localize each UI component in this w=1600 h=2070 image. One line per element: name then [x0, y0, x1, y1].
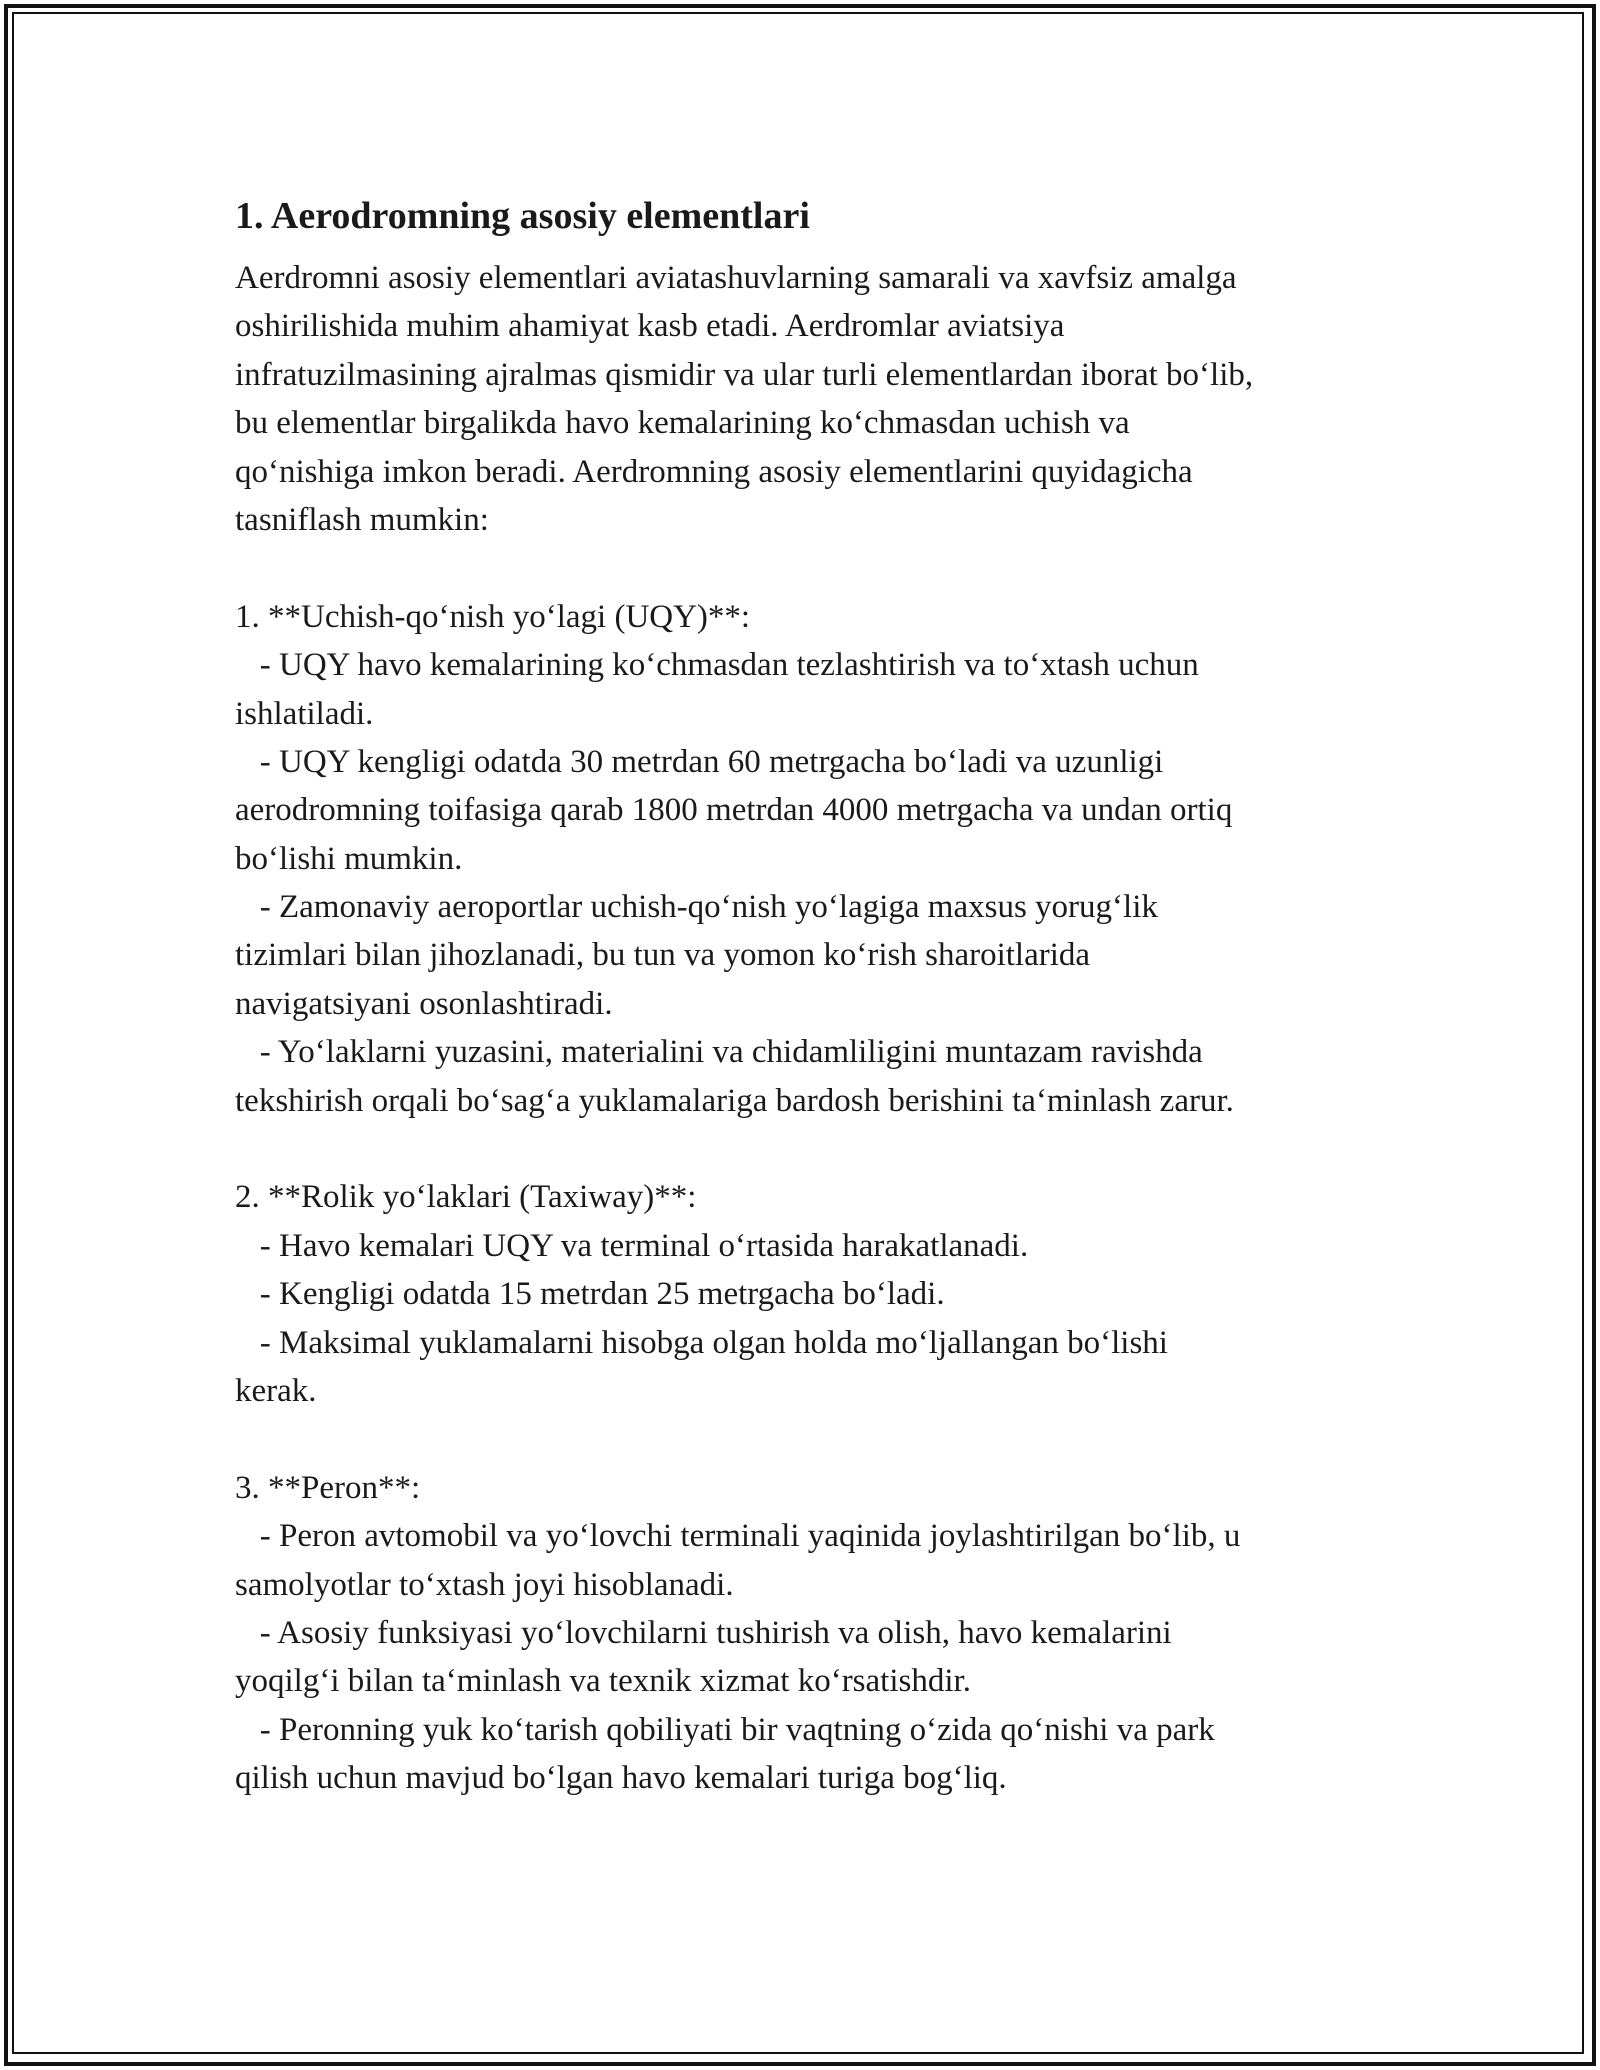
- text-line: infratuzilmasining ajralmas qismidir va ular turli elementlardan iborat bo‘lib,: [235, 356, 1254, 393]
- list-item-title: 2. **Rolik yo‘laklari (Taxiway)**:: [235, 1179, 697, 1216]
- text-line: - Zamonaviy aeroportlar uchish-qo‘nish yo‘lagiga maxsus yorug‘lik: [235, 889, 1158, 926]
- text-line: navigatsiyani osonlashtiradi.: [235, 985, 613, 1022]
- text-line: tasniflash mumkin:: [235, 501, 489, 538]
- blank-line: [235, 544, 1375, 592]
- text-line: yoqilg‘i bilan ta‘minlash va texnik xizmat ko‘rsatishdir.: [235, 1663, 971, 1700]
- text-line: kerak.: [235, 1372, 317, 1409]
- text-line: tizimlari bilan jihozlanadi, bu tun va yomon ko‘rish sharoitlarida: [235, 937, 1091, 974]
- list-item-apron: [235, 1464, 1375, 1803]
- intro-paragraph: [235, 254, 1375, 544]
- text-line: - Peronning yuk ko‘tarish qobiliyati bir vaqtning o‘zida qo‘nishi va park: [235, 1711, 1215, 1748]
- text-line: bo‘lishi mumkin.: [235, 840, 463, 877]
- text-line: ishlatiladi.: [235, 695, 374, 732]
- document-page: [235, 186, 1375, 1803]
- text-line: - Havo kemalari UQY va terminal o‘rtasida harakatlanadi.: [235, 1227, 1029, 1264]
- list-item-taxiway: [235, 1173, 1375, 1415]
- text-line: Aerdromni asosiy elementlari aviatashuvlarning samarali va xavfsiz amalga: [235, 260, 1237, 296]
- text-line: - Kengligi odatda 15 metrdan 25 metrgacha bo‘ladi.: [235, 1276, 945, 1313]
- blank-line: [235, 1125, 1375, 1173]
- text-line: - Asosiy funksiyasi yo‘lovchilarni tushirish va olish, havo kemalarini: [235, 1614, 1172, 1651]
- text-line: - Maksimal yuklamalarni hisobga olgan holda mo‘ljallangan bo‘lishi: [235, 1324, 1168, 1361]
- list-item-runway: [235, 593, 1375, 1125]
- text-line: bu elementlar birgalikda havo kemalarining ko‘chmasdan uchish va: [235, 405, 1130, 442]
- text-line: samolyotlar to‘xtash joyi hisoblanadi.: [235, 1566, 734, 1603]
- text-line: tekshirish orqali bo‘sag‘a yuklamalariga bardosh berishini ta‘minlash zarur.: [235, 1082, 1234, 1119]
- section-heading: 1. Aerodromning asosiy elementlari: [235, 195, 810, 237]
- text-line: - UQY kengligi odatda 30 metrdan 60 metrgacha bo‘ladi va uzunligi: [235, 743, 1164, 780]
- text-line: - Peron avtomobil va yo‘lovchi terminali yaqinida joylashtirilgan bo‘lib, u: [235, 1518, 1241, 1555]
- text-line: qilish uchun mavjud bo‘lgan havo kemalari turiga bog‘liq.: [235, 1760, 1007, 1797]
- text-line: qo‘nishiga imkon beradi. Aerdromning asosiy elementlarini quyidagicha: [235, 453, 1193, 490]
- list-item-title: 1. **Uchish-qo‘nish yo‘lagi (UQY)**:: [235, 598, 751, 635]
- text-line: - Yo‘laklarni yuzasini, materialini va chidamliligini muntazam ravishda: [235, 1034, 1203, 1071]
- text-line: oshirilishida muhim ahamiyat kasb etadi. Aerdromlar aviatsiya: [235, 308, 1065, 345]
- list-item-title: 3. **Peron**:: [235, 1469, 421, 1506]
- text-line: aerodromning toifasiga qarab 1800 metrdan 4000 metrgacha va undan ortiq: [235, 792, 1233, 829]
- text-line: - UQY havo kemalarining ko‘chmasdan tezlashtirish va to‘xtash uchun: [235, 647, 1199, 684]
- blank-line: [235, 1415, 1375, 1463]
